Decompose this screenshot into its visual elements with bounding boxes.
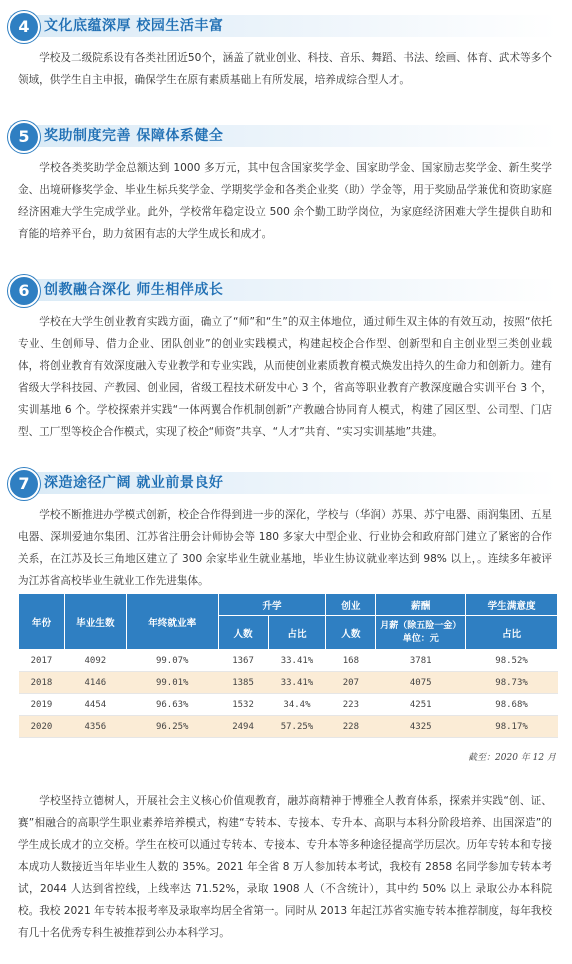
cell-further-ratio: 33.41% [268,650,326,672]
cell-entre-count: 228 [326,716,376,738]
table-row [19,650,558,672]
cell-salary: 4075 [376,672,466,694]
header-further-count: 人数 [218,616,268,650]
cell-salary: 4325 [376,716,466,738]
cell-rate: 96.25% [126,716,218,738]
section-header [0,465,572,499]
section-number-badge: 5 [8,121,40,153]
cell-satisfaction: 98.17% [466,716,558,738]
section-number-badge: 6 [8,275,40,307]
cell-further-ratio: 34.4% [268,694,326,716]
cell-satisfaction: 98.52% [466,650,558,672]
header-entre-count: 人数 [326,616,376,650]
cell-graduates: 4146 [64,672,126,694]
section-paragraph: 学校在大学生创业教育实践方面，确立了“师”和“生”的双主体地位，通过师生双主体的有效互动，按照“依托专业、生创师导、借力企业、团队创业”的创业实践模式，构建起校企合作型、创新型和自主创业型三类创业载体，将创业教育有效深度融入专业教学和专业实践，从而使创业素质教育模式焕发出持久的生命力和创新力。建有省级大学科技园、产教园、创业园，省级工程技术研发中心 3 个，省高等职业教育产教深度融合实训平台 3 个，实训基地 6 个。学校探索并实践“一体两翼合作机制创新”产教融合协同育人模式，构建了园区型、公司型、门店型、工厂型等校企合作模式，实现了校企“师资”共享、“人才”共育、“实习实训基地”共建。 [18,316,552,438]
cell-graduates: 4092 [64,650,126,672]
table-row [19,716,558,738]
section-entrepreneurship [0,272,572,443]
section-header [0,272,572,306]
cell-further-count: 1532 [218,694,268,716]
section-number-badge: 7 [8,468,40,500]
cell-graduates: 4356 [64,716,126,738]
table-row [19,694,558,716]
cell-salary: 3781 [376,650,466,672]
cell-further-count: 1367 [218,650,268,672]
cell-salary: 4251 [376,694,466,716]
cell-further-ratio: 57.25% [268,716,326,738]
employment-table [18,593,558,738]
section-title: 深造途径广阔 就业前景良好 [44,475,224,491]
cell-rate: 99.07% [126,650,218,672]
header-further-ratio: 占比 [268,616,326,650]
closing-paragraph: 学校坚持立德树人，开展社会主义核心价值观教育，融苏商精神于博雅全人教育体系，探索并实践“创、证、赛”相融合的高职学生职业素养培养模式，构建“专转本、专接本、专升本、高职与本科分阶段培养、出国深造”的学生成长成才的立交桥。学生在校可以通过专转本、专接本、专升本等多种途径提高学历层次。历年专转本和专接本成功人数接近当年毕业生人数的 35%。2021 年全省 8 万人参加转本考试，我校有 2858 名同学参加专转本考试，2044 人达到省控线，上线率达 71.52%，录取 1908 人（不含统计），其中约 50% 以上 录取公办本科院校。我校 2021 年专转本报考率及录取率均居全省第一。同时从 2013 年起江苏省实施专转本推荐制度，每年我校有几十名优秀专科生被推荐到公办本科学习。 [18,795,552,939]
header-salary-sub: 月薪（除五险一金）单位：元 [376,616,466,650]
section-title: 创教融合深化 师生相伴成长 [44,282,224,298]
cell-rate: 96.63% [126,694,218,716]
cell-entre-count: 223 [326,694,376,716]
section-employment [0,465,572,592]
cell-entre-count: 207 [326,672,376,694]
header-employment-rate: 年终就业率 [126,594,218,650]
table-cutoff-note: 截至：2020 年 12 月 [468,753,556,763]
cell-further-ratio: 33.41% [268,672,326,694]
cell-satisfaction: 98.73% [466,672,558,694]
cell-entre-count: 168 [326,650,376,672]
header-satisfaction: 学生满意度 [466,594,558,616]
cell-further-count: 1385 [218,672,268,694]
section-number-badge: 4 [8,11,40,43]
header-entrepreneurship: 创业 [326,594,376,616]
cell-year: 2020 [19,716,65,738]
header-year: 年份 [19,594,65,650]
cell-graduates: 4454 [64,694,126,716]
section-scholarship [0,118,572,245]
section-paragraph: 学校及二级院系设有各类社团近50个，涵盖了就业创业、科技、音乐、舞蹈、书法、绘画、体育、武术等多个领域，供学生自主申报，确保学生在原有素质基础上有所发展，培养成综合型人才。 [18,52,552,86]
cell-year: 2019 [19,694,65,716]
table-body [19,650,558,738]
header-salary: 薪酬 [376,594,466,616]
cell-further-count: 2494 [218,716,268,738]
section-title: 奖助制度完善 保障体系健全 [44,128,224,144]
section-header [0,118,572,152]
section-paragraph: 学校不断推进办学模式创新，校企合作得到进一步的深化，学校与（华润）苏果、苏宁电器、雨润集团、五星电器、深圳爱迪尔集团、江苏省注册会计师协会等 180 多家大中型企业、行业协会和政府部门建立了紧密的合作关系，在江苏及长三角地区建立了 300 余家毕业生就业基地，毕业生协议就业率达到 98% 以上，。连续多年被评为江苏省高校毕业生就业工作先进集体。 [18,509,552,587]
header-graduates: 毕业生数 [64,594,126,650]
section-header [0,8,572,42]
cell-rate: 99.01% [126,672,218,694]
header-further-study: 升学 [218,594,326,616]
section-paragraph: 学校各类奖助学金总额达到 1000 多万元，其中包含国家奖学金、国家助学金、国家励志奖学金、新生奖学金、出境研修奖学金、毕业生标兵奖学金、学期奖学金和各类企业奖（助）学金等，用于奖励品学兼优和资助家庭经济困难大学生完成学业。此外，学校常年稳定设立 500 余个勤工助学岗位，为家庭经济困难大学生提供自助和育能的培养平台，助力贫困有志的大学生成长和成才。 [18,162,552,240]
cell-year: 2018 [19,672,65,694]
section-culture [0,8,572,91]
cell-satisfaction: 98.68% [466,694,558,716]
table-row [19,672,558,694]
section-title: 文化底蕴深厚 校园生活丰富 [44,18,224,34]
header-satisfaction-ratio: 占比 [466,616,558,650]
cell-year: 2017 [19,650,65,672]
